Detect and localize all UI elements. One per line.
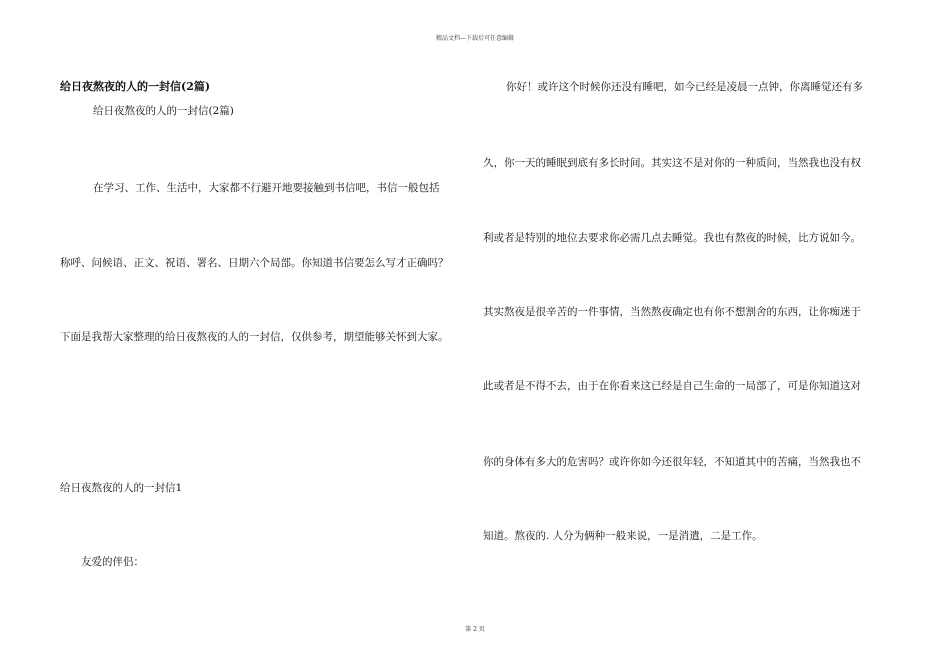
page-number: 第 2 页 <box>465 626 485 633</box>
letter-body-line: 此或者是不得不去，由于在你看来这已经是自己生命的一局部了，可是你知道这对 <box>483 380 861 392</box>
letter-body-line: 知道。熬夜的. 人分为俩种一般来说，一是消遣，二是工作。 <box>483 530 763 542</box>
letter-body-line: 久，你一天的睡眠到底有多长时间。其实这不是对你的一种质问，当然我也没有权 <box>483 157 861 169</box>
document-title: 给日夜熬夜的人的一封信(2篇) <box>60 80 211 93</box>
letter-body-line: 其实熬夜是很辛苦的一件事情，当然熬夜确定也有你不想割舍的东西，让你痴迷于 <box>483 306 861 318</box>
letter-body-line: 你的身体有多大的危害吗？或许你如今还很年轻，不知道其中的苦痛，当然我也不 <box>483 456 861 468</box>
letter-heading: 给日夜熬夜的人的一封信1 <box>60 482 183 494</box>
page-header: 精品文档---下载后可任意编辑 <box>435 35 515 42</box>
intro-paragraph-line: 下面是我帮大家整理的给日夜熬夜的人的一封信，仅供参考，期望能够关怀到大家。 <box>60 331 449 343</box>
letter-body-line: 你好！或许这个时候你还没有睡吧，如今已经是凌晨一点钟，你离睡觉还有多 <box>506 81 863 93</box>
letter-body-line: 利或者是特别的地位去要求你必需几点去睡觉。我也有熬夜的时候，比方说如今。 <box>483 232 861 244</box>
letter-greeting: 友爱的伴侣： <box>81 556 144 568</box>
intro-paragraph-line: 在学习、工作、生活中，大家都不行避开地要接触到书信吧，书信一般包括 <box>93 182 440 194</box>
document-subtitle: 给日夜熬夜的人的一封信(2篇) <box>93 105 234 117</box>
intro-paragraph-line: 称呼、问候语、正文、祝语、署名、日期六个局部。你知道书信要怎么写才正确吗？ <box>60 257 449 269</box>
